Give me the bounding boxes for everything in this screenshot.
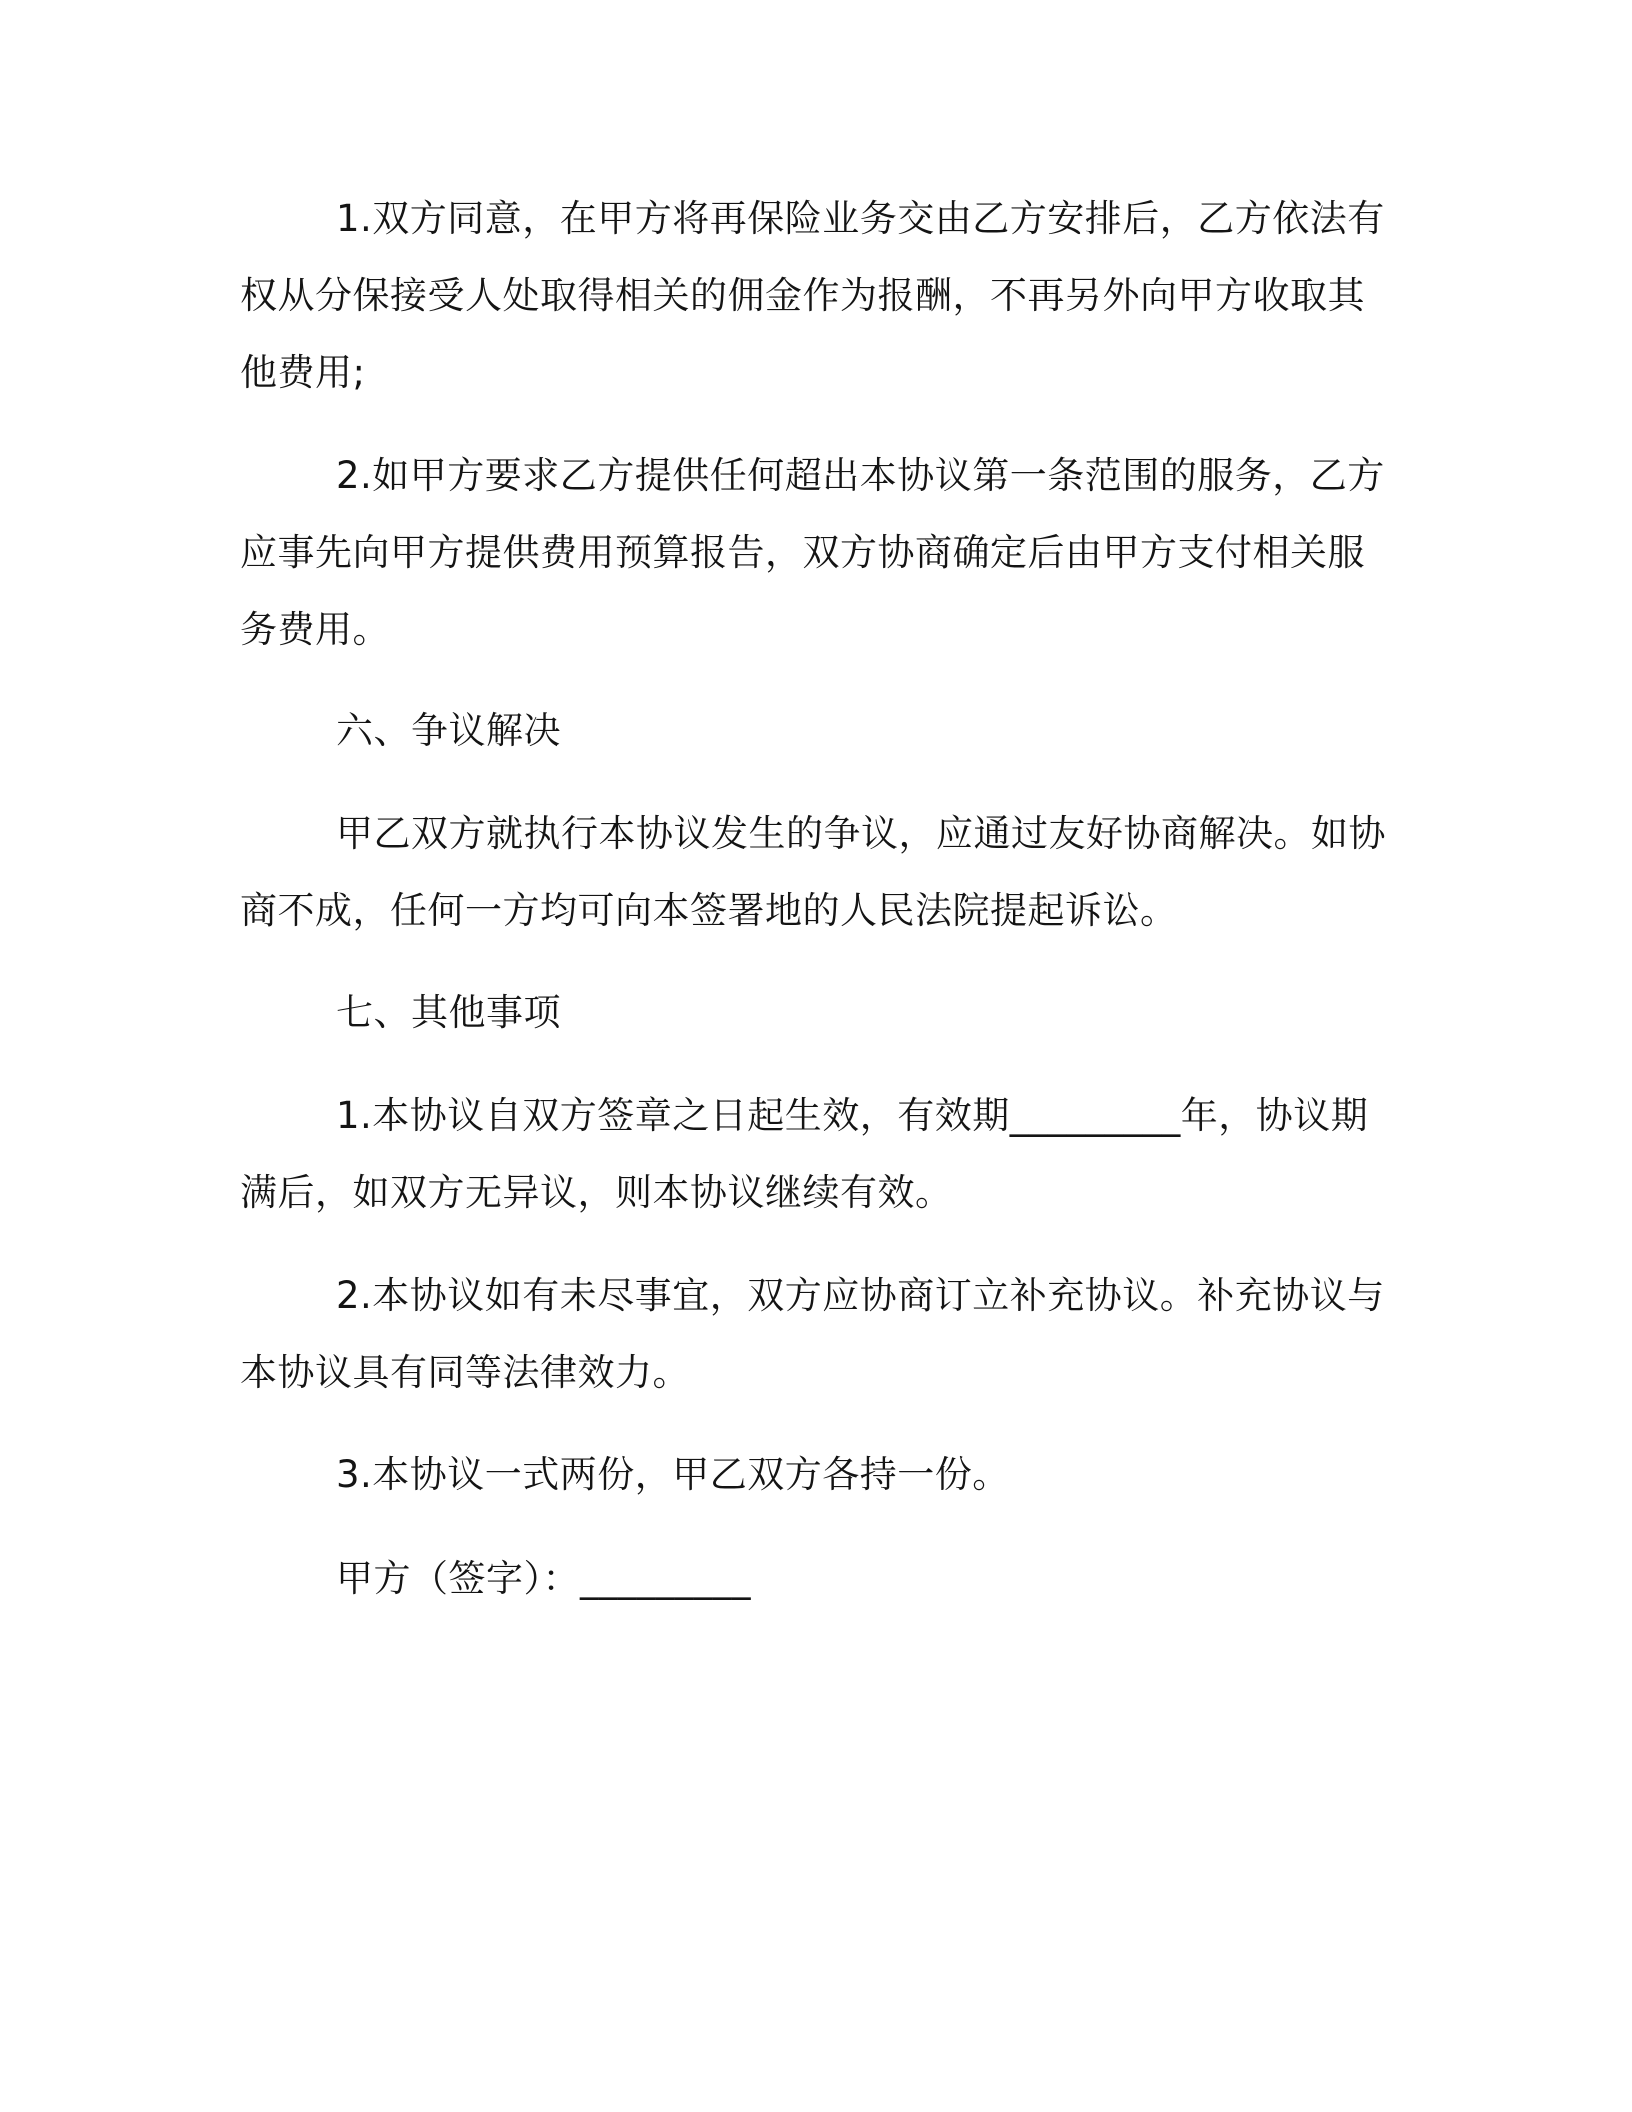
text-line: 商不成，任何一方均可向本签署地的人民法院提起诉讼。: [240, 889, 1178, 932]
text-line: 1.本协议自双方签章之日起生效，有效期_________年，协议期: [336, 1094, 1369, 1137]
text-line: 甲乙双方就执行本协议发生的争议，应通过友好协商解决。如协: [336, 812, 1386, 855]
text-line: 他费用;: [240, 351, 366, 394]
section-heading-dispute: 六、争议解决: [336, 709, 561, 752]
section-heading-other: 七、其他事项: [336, 991, 561, 1034]
text-line: 满后，如双方无异议，则本协议继续有效。: [240, 1171, 953, 1214]
text-line: 2.本协议如有未尽事宜，双方应协商订立补充协议。补充协议与: [336, 1274, 1385, 1317]
other-clause-2: [240, 1257, 1385, 1411]
text-line: 应事先向甲方提供费用预算报告，双方协商确定后由甲方支付相关服: [240, 531, 1365, 574]
text-line: 本协议具有同等法律效力。: [240, 1351, 690, 1394]
signature-line-party-a: 甲方（签字）：_________: [336, 1557, 751, 1600]
text-line: 务费用。: [240, 608, 390, 651]
fee-clause-1: [240, 180, 1385, 411]
text-line: 1.双方同意，在甲方将再保险业务交由乙方安排后，乙方依法有: [336, 197, 1385, 240]
other-clause-1: [240, 1077, 1380, 1231]
text-line: 权从分保接受人处取得相关的佣金作为报酬，不再另外向甲方收取其: [240, 274, 1365, 317]
text-line: 3.本协议一式两份，甲乙双方各持一份。: [336, 1453, 1010, 1496]
text-line: 2.如甲方要求乙方提供任何超出本协议第一条范围的服务，乙方: [336, 454, 1385, 497]
fee-clause-2: [240, 437, 1385, 668]
other-clause-3: [240, 1436, 1380, 1513]
dispute-body: [240, 795, 1386, 949]
